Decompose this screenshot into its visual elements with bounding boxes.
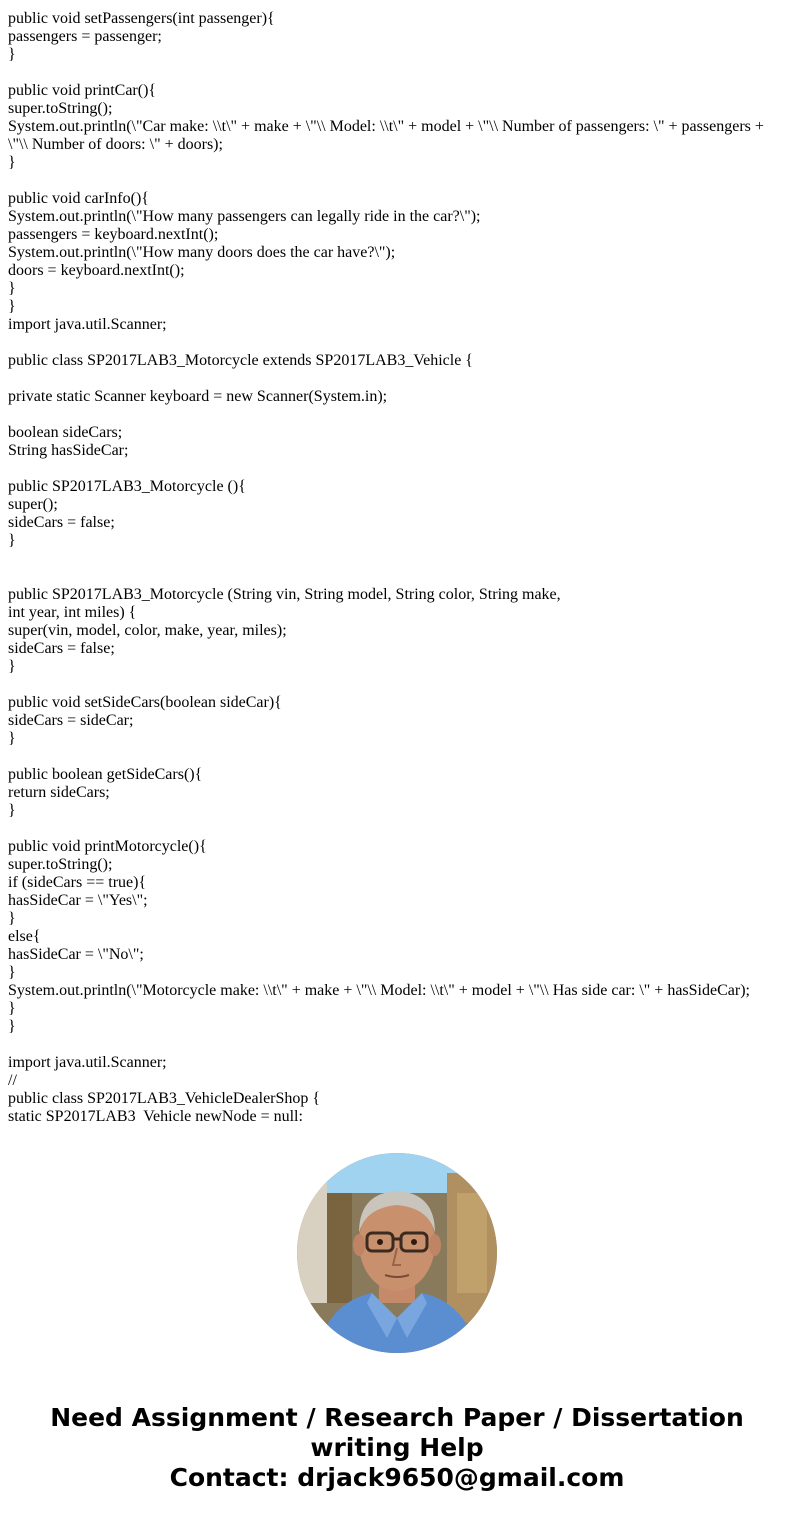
code-line: //	[8, 1072, 17, 1089]
code-line: sideCars = sideCar;	[8, 712, 134, 729]
code-line: }	[8, 910, 16, 927]
code-line: }	[8, 730, 16, 747]
code-line: public void printCar(){	[8, 82, 157, 99]
promo-line-1: Need Assignment / Research Paper / Dissertation	[50, 1403, 744, 1432]
code-line: }	[8, 802, 16, 819]
code-line: \"\\ Number of doors: \" + doors);	[8, 136, 223, 153]
code-line	[8, 64, 778, 82]
code-line: passengers = keyboard.nextInt();	[8, 226, 219, 243]
code-line	[8, 550, 778, 568]
code-line: passengers = passenger;	[8, 28, 162, 45]
code-line	[8, 568, 778, 586]
code-line: public void setPassengers(int passenger){	[8, 10, 275, 27]
code-line	[8, 334, 778, 352]
code-line: System.out.println(\"How many doors does the car have?\");	[8, 244, 396, 261]
code-line: return sideCars;	[8, 784, 110, 801]
code-line	[8, 820, 778, 838]
code-line: public class SP2017LAB3_VehicleDealerShop {	[8, 1090, 321, 1107]
code-line: sideCars = false;	[8, 640, 115, 657]
code-line: System.out.println(\"Car make: \\t\" + make + \"\\ Model: \\t\" + model + \"\\ Number of passengers: \" + passengers +	[8, 118, 764, 135]
code-line: public class SP2017LAB3_Motorcycle extends SP2017LAB3_Vehicle {	[8, 352, 473, 369]
code-line: sideCars = false;	[8, 514, 115, 531]
code-line	[8, 406, 778, 424]
code-line: public void carInfo(){	[8, 190, 149, 207]
code-line: public boolean getSideCars(){	[8, 766, 203, 783]
code-line: else{	[8, 928, 41, 945]
code-line: System.out.println(\"How many passengers can legally ride in the car?\");	[8, 208, 481, 225]
author-photo	[297, 1153, 497, 1353]
code-line: int year, int miles) {	[8, 604, 137, 621]
code-line: private static Scanner keyboard = new Scanner(System.in);	[8, 388, 388, 405]
code-line: }	[8, 964, 16, 981]
code-line: String hasSideCar;	[8, 442, 129, 459]
code-line: public void printMotorcycle(){	[8, 838, 207, 855]
code-line: doors = keyboard.nextInt();	[8, 262, 185, 279]
code-line: import java.util.Scanner;	[8, 316, 167, 333]
code-line: }	[8, 46, 16, 63]
code-line: }	[8, 298, 16, 315]
promo-line-2: writing Help	[310, 1433, 484, 1462]
promo-line-3: Contact: drjack9650@gmail.com	[169, 1463, 625, 1492]
code-line: }	[8, 532, 16, 549]
code-listing	[8, 10, 778, 1126]
code-line: hasSideCar = \"Yes\";	[8, 892, 148, 909]
code-line: static SP2017LAB3 Vehicle newNode = null:	[8, 1108, 303, 1125]
code-line: }	[8, 280, 16, 297]
portrait-image	[297, 1153, 497, 1353]
code-line: hasSideCar = \"No\";	[8, 946, 144, 963]
code-line: }	[8, 1000, 16, 1017]
code-line: public SP2017LAB3_Motorcycle (){	[8, 478, 246, 495]
code-line	[8, 172, 778, 190]
code-line: import java.util.Scanner;	[8, 1054, 167, 1071]
code-line: System.out.println(\"Motorcycle make: \\t\" + make + \"\\ Model: \\t\" + model + \"\\ Has side car: \" + hasSideCar);	[8, 982, 750, 999]
code-line: if (sideCars == true){	[8, 874, 147, 891]
code-line: super(vin, model, color, make, year, miles);	[8, 622, 287, 639]
code-line: }	[8, 658, 16, 675]
code-line: }	[8, 154, 16, 171]
code-line	[8, 1036, 778, 1054]
code-line	[8, 460, 778, 478]
code-line: }	[8, 1018, 16, 1035]
code-line: super();	[8, 496, 58, 513]
code-line	[8, 676, 778, 694]
code-line: public SP2017LAB3_Motorcycle (String vin, String model, String color, String make,	[8, 586, 561, 603]
code-line	[8, 748, 778, 766]
code-line: public void setSideCars(boolean sideCar){	[8, 694, 282, 711]
code-line: super.toString();	[8, 856, 113, 873]
code-line: boolean sideCars;	[8, 424, 123, 441]
code-line: super.toString();	[8, 100, 113, 117]
promo-banner	[0, 1403, 794, 1493]
code-line	[8, 370, 778, 388]
